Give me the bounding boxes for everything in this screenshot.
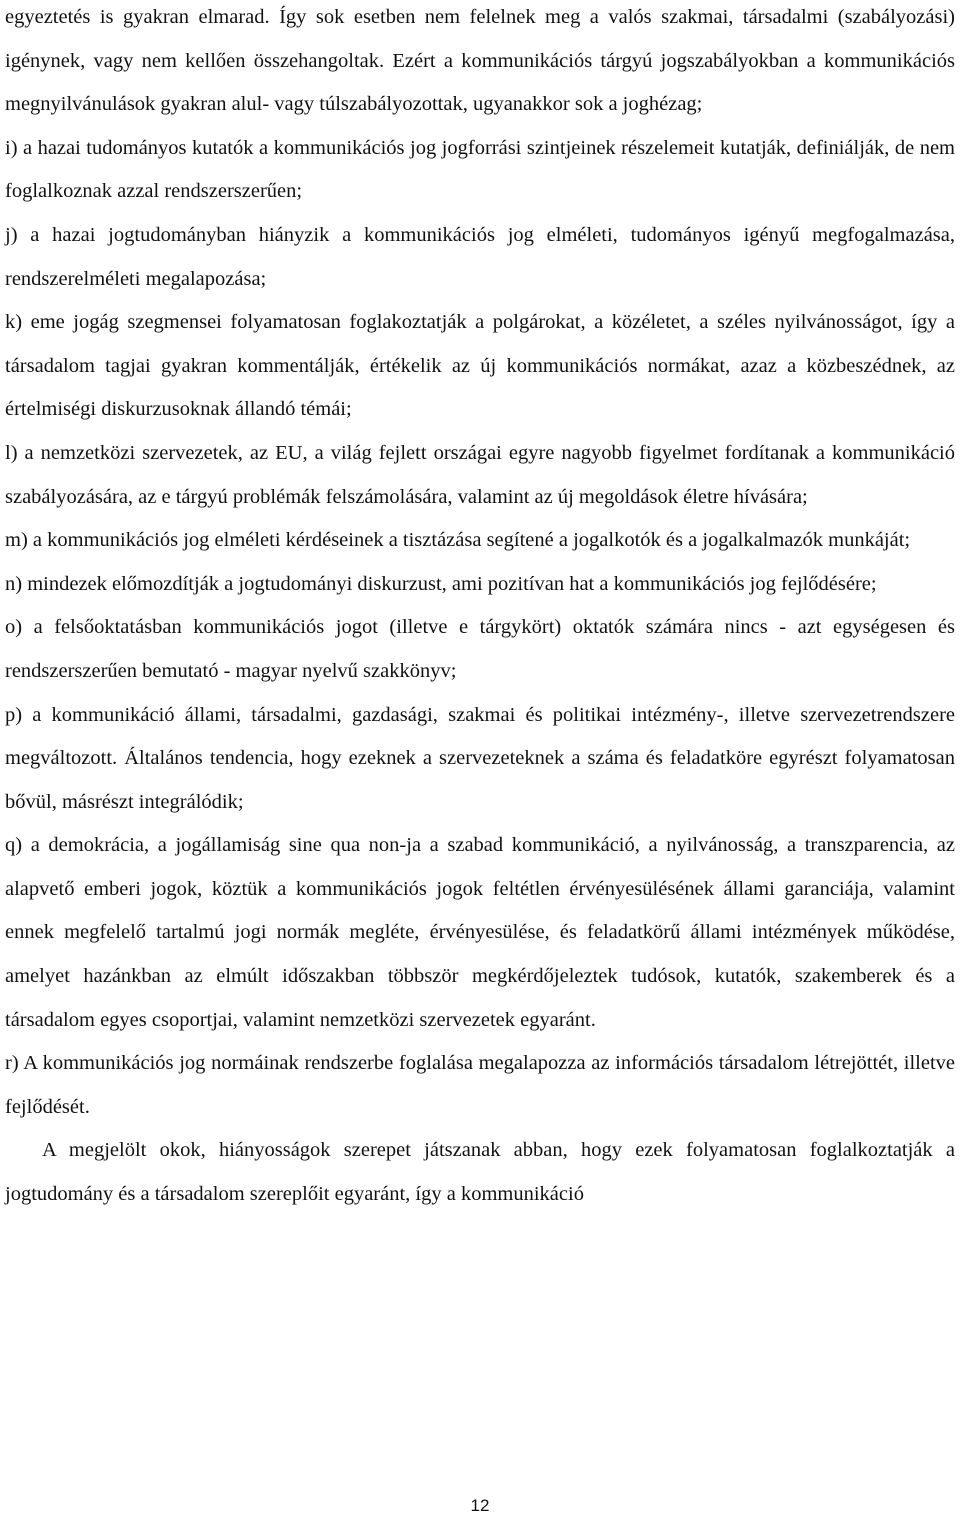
closing-paragraph: A megjelölt okok, hiányosságok szerepet játszanak abban, hogy ezek folyamatosan foglalkoztatják a jogtudomány és a társadalom szereplőit egyaránt, így a kommunikáció xyxy=(5,1139,955,1206)
list-item-j: j) a hazai jogtudományban hiányzik a kommunikációs jog elméleti, tudományos igényű megfogalmazása, rendszerelméleti megalapozása; xyxy=(5,223,955,290)
list-item-r: r) A kommunikációs jog normáinak rendszerbe foglalása megalapozza az információs társadalom létrejöttét, illetve fejlődését. xyxy=(5,1052,955,1118)
list-item-m: m) a kommunikációs jog elméleti kérdéseinek a tisztázása segítené a jogalkotók és a jogalkalmazók munkáját; xyxy=(5,529,911,552)
list-item-o: o) a felsőoktatásban kommunikációs jogot (illetve e tárgykört) oktatók számára nincs - azt egységesen és rendszerszerűen bemutató - magyar nyelvű szakkönyv; xyxy=(5,616,955,682)
paragraph-continuation: egyeztetés is gyakran elmarad. Így sok esetben nem felelnek meg a valós szakmai, társadalmi (szabályozási) igénynek, vagy nem kellően összehangoltak. Ezért a kommunikációs tárgyú jogszabályokban a kommunikációs megnyilvánulások gyakran alul- vagy túlszabályozottak, ugyanakkor sok a joghézag; xyxy=(5,6,955,116)
page-number: 12 xyxy=(470,1496,490,1515)
page-body xyxy=(5,0,955,1217)
list-item-l: l) a nemzetközi szervezetek, az EU, a világ fejlett országai egyre nagyobb figyelmet fordítanak a kommunikáció szabályozására, az e tárgyú problémák felszámolására, valamint az új megoldások életre hívására; xyxy=(5,441,955,508)
list-item-q: q) a demokrácia, a jogállamiság sine qua non-ja a szabad kommunikáció, a nyilvánosság, a transzparencia, az alapvető emberi jogok, köztük a kommunikációs jogok feltétlen érvényesülésének állami garanciája, valamint ennek megfelelő tartalmú jogi normák megléte, érvényesülése, és feladatkörű állami intézmények működése, amelyet hazánkban az elmúlt időszakban többször megkérdőjeleztek tudósok, kutatók, szakemberek és a társadalom egyes csoportjai, valamint nemzetközi szervezetek egyaránt. xyxy=(5,834,955,1031)
list-item-i: i) a hazai tudományos kutatók a kommunikációs jog jogforrási szintjeinek részelemeit kutatják, definiálják, de nem foglalkoznak azzal rendszerszerűen; xyxy=(5,136,955,203)
list-item-n: n) mindezek előmozdítják a jogtudományi diskurzust, ami pozitívan hat a kommunikációs jog fejlődésére; xyxy=(5,572,877,595)
list-item-p: p) a kommunikáció állami, társadalmi, gazdasági, szakmai és politikai intézmény-, illetve szervezetrendszere megváltozott. Általános tendencia, hogy ezeknek a szervezeteknek a száma és feladatköre egyrészt folyamatosan bővül, másrészt integrálódik; xyxy=(5,703,955,813)
list-item-k: k) eme jogág szegmensei folyamatosan foglakoztatják a polgárokat, a közéletet, a széles nyilvánosságot, így a társadalom tagjai gyakran kommentálják, értékelik az új kommunikációs normákat, azaz a közbeszédnek, az értelmiségi diskurzusoknak állandó témái; xyxy=(5,311,955,421)
